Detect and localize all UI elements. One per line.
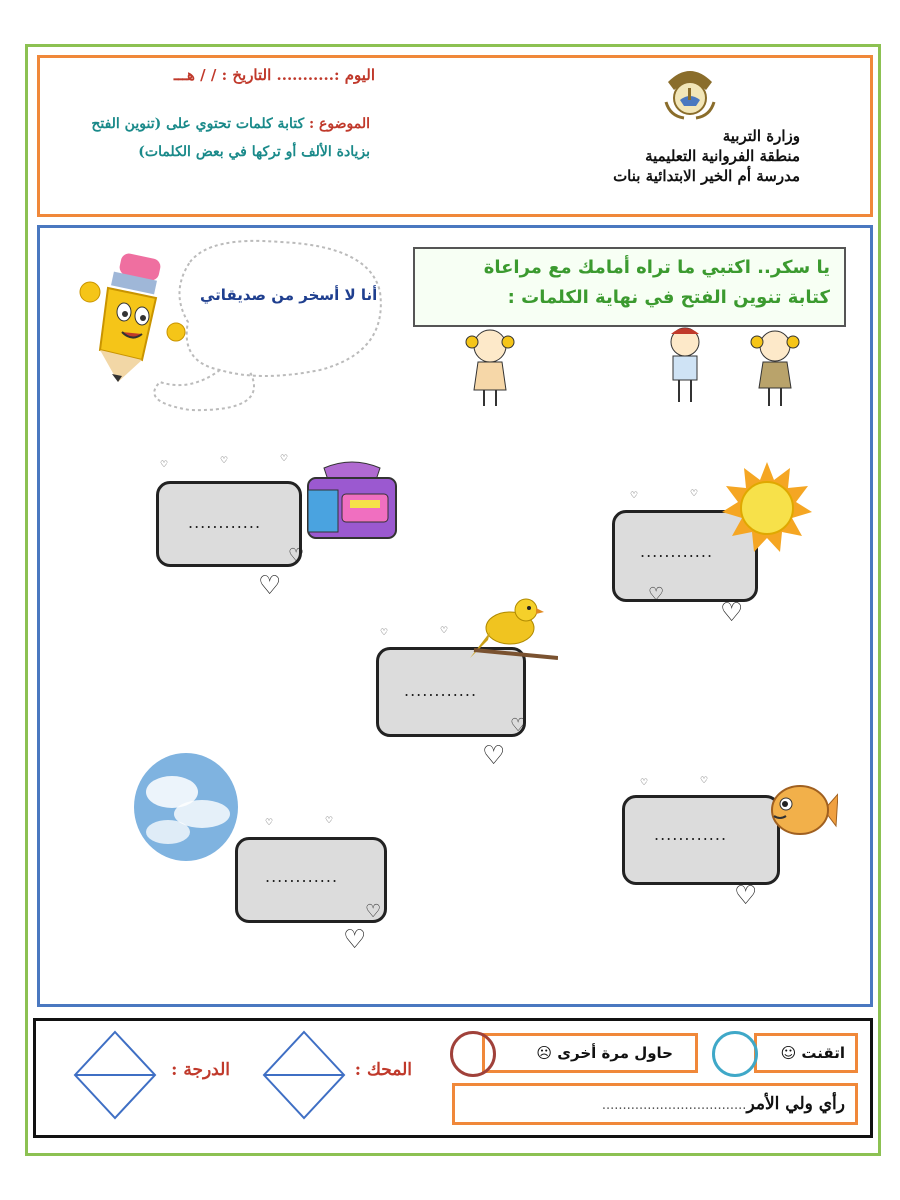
fish-icon — [766, 774, 838, 846]
mastered-label: اتقنت ☺ — [780, 1044, 845, 1062]
school-bag-icon — [302, 460, 402, 542]
criterion-label: المحك : — [354, 1060, 412, 1080]
answer-blank[interactable]: ............ — [265, 867, 339, 886]
heart-icon: ♡ — [720, 598, 744, 628]
heart-icon: ♡ — [343, 925, 367, 955]
bubble-text: أنا لا أسخر من صديقاتي — [200, 286, 378, 304]
heart-icon: ♡ — [160, 460, 169, 470]
heart-icon: ♡ — [365, 901, 382, 922]
speech-bubble — [130, 232, 395, 422]
ministry-block — [613, 126, 800, 186]
subject-text-line2: بزيادة الألف أو تركها في بعض الكلمات) — [138, 144, 370, 160]
parent-opinion-box[interactable] — [452, 1083, 858, 1125]
heart-icon: ♡ — [734, 881, 758, 911]
instruction-line2: كتابة تنوين الفتح في نهاية الكلمات : — [507, 287, 830, 308]
heart-icon: ♡ — [440, 626, 449, 636]
ministry-name: وزارة التربية — [722, 127, 800, 145]
heart-icon: ♡ — [288, 545, 305, 566]
try-again-box — [482, 1033, 698, 1073]
heart-icon: ♡ — [630, 491, 639, 501]
sun-icon — [722, 462, 812, 552]
answer-blank[interactable]: ............ — [404, 681, 478, 700]
exercise-cloud — [225, 815, 405, 965]
answer-blank[interactable]: ............ — [640, 542, 714, 561]
criterion-diamond[interactable] — [262, 1030, 346, 1120]
kids-holding-sign-icon — [440, 326, 840, 410]
subject-label: الموضوع : — [309, 116, 370, 132]
subject-block — [91, 110, 370, 166]
heart-icon: ♡ — [380, 628, 389, 638]
heart-icon: ♡ — [220, 456, 229, 466]
parent-opinion-label: رأي ولي الأمر — [746, 1094, 845, 1114]
answer-blank[interactable]: ............ — [188, 513, 262, 532]
heart-icon: ♡ — [700, 776, 709, 786]
grade-label: الدرجة : — [171, 1060, 230, 1080]
grade-diamond[interactable] — [73, 1030, 157, 1120]
heart-icon: ♡ — [510, 715, 527, 736]
region-name: منطقة الفروانية التعليمية — [645, 147, 800, 165]
heart-icon: ♡ — [648, 584, 665, 605]
cloud-sky-icon — [132, 752, 240, 862]
heart-icon: ♡ — [640, 778, 649, 788]
heart-icon: ♡ — [325, 816, 334, 826]
heart-icon: ♡ — [690, 489, 699, 499]
try-again-circle[interactable] — [450, 1031, 496, 1077]
answer-blank[interactable]: ............ — [654, 825, 728, 844]
canary-bird-icon — [466, 588, 558, 668]
mastered-box — [754, 1033, 858, 1073]
subject-text-line1: كتابة كلمات تحتوي على (تنوين الفتح — [91, 116, 305, 132]
parent-opinion-dots: ................................... — [601, 1098, 747, 1113]
heart-icon: ♡ — [280, 454, 289, 464]
date-line[interactable]: اليوم :........... التاريخ : / / هـــ — [173, 66, 375, 84]
heart-icon: ♡ — [265, 818, 274, 828]
school-name: مدرسة أم الخير الابتدائية بنات — [613, 167, 800, 185]
heart-icon: ♡ — [258, 571, 282, 601]
mastered-circle[interactable] — [712, 1031, 758, 1077]
try-again-label: حاول مرة أخرى ☹ — [536, 1044, 673, 1062]
instruction-board — [413, 247, 846, 327]
instruction-line1: يا سكر.. اكتبي ما تراه أمامك مع مراعاة — [483, 257, 830, 278]
heart-icon: ♡ — [482, 741, 506, 771]
ministry-emblem-icon — [660, 62, 720, 124]
